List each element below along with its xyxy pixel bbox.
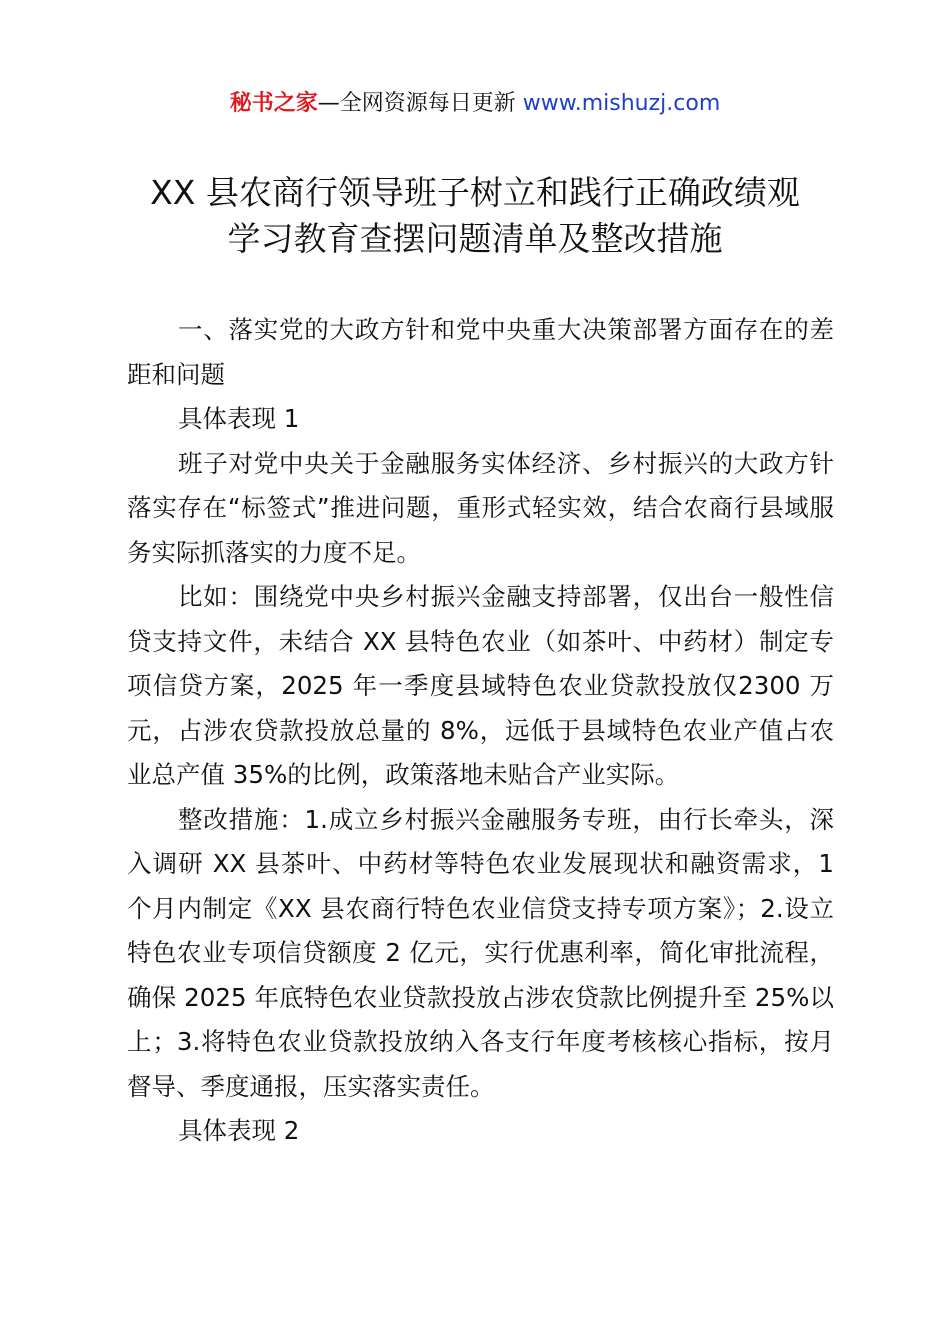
item-label: 具体表现 2: [178, 1116, 300, 1145]
title-line-1: XX 县农商行领导班子树立和践行正确政绩观: [150, 173, 800, 212]
section-heading: 一、落实党的大政方针和党中央重大决策部署方面存在的差距和问题: [127, 315, 834, 389]
item-example-paragraph: 比如：围绕党中央乡村振兴金融支持部署，仅出台一般性信贷支持文件，未结合 XX 县特色农业（如茶叶、中药材）制定专项信贷方案，2025 年一季度县域特色农业贷款投放仅2300 万元，占涉农贷款投放总量的 8%，远低于县域特色农业产值占农业总产值 35%的比例，政策落地未贴合产业实际。: [127, 582, 834, 789]
document-title: [0, 170, 950, 262]
site-url-link[interactable]: www.mishuzj.com: [522, 91, 721, 116]
header-slogan: —全网资源每日更新: [317, 91, 516, 116]
item-description-paragraph: 班子对党中央关于金融服务实体经济、乡村振兴的大政方针落实存在“标签式”推进问题，重形式轻实效，结合农商行县域服务实际抓落实的力度不足。: [127, 448, 834, 567]
title-line-2: 学习教育查摆问题清单及整改措施: [227, 219, 723, 258]
brand-name: 秘书之家: [229, 91, 318, 116]
item-measures-paragraph: 整改措施：1.成立乡村振兴金融服务专班，由行长牵头，深入调研 XX 县茶叶、中药材等特色农业发展现状和融资需求，1 个月内制定《XX 县农商行特色农业信贷支持专项方案》；2.设立特色农业专项信贷额度 2 亿元，实行优惠利率，简化审批流程，确保 2025 年底特色农业贷款投放占涉农贷款比例提升至 25%以上；3.将特色农业贷款投放纳入各支行年度考核核心指标，按月督导、季度通报，压实落实责任。: [127, 804, 834, 1101]
item-label: 具体表现 1: [178, 404, 300, 433]
document-body: [127, 308, 834, 1154]
site-header: [0, 88, 950, 120]
